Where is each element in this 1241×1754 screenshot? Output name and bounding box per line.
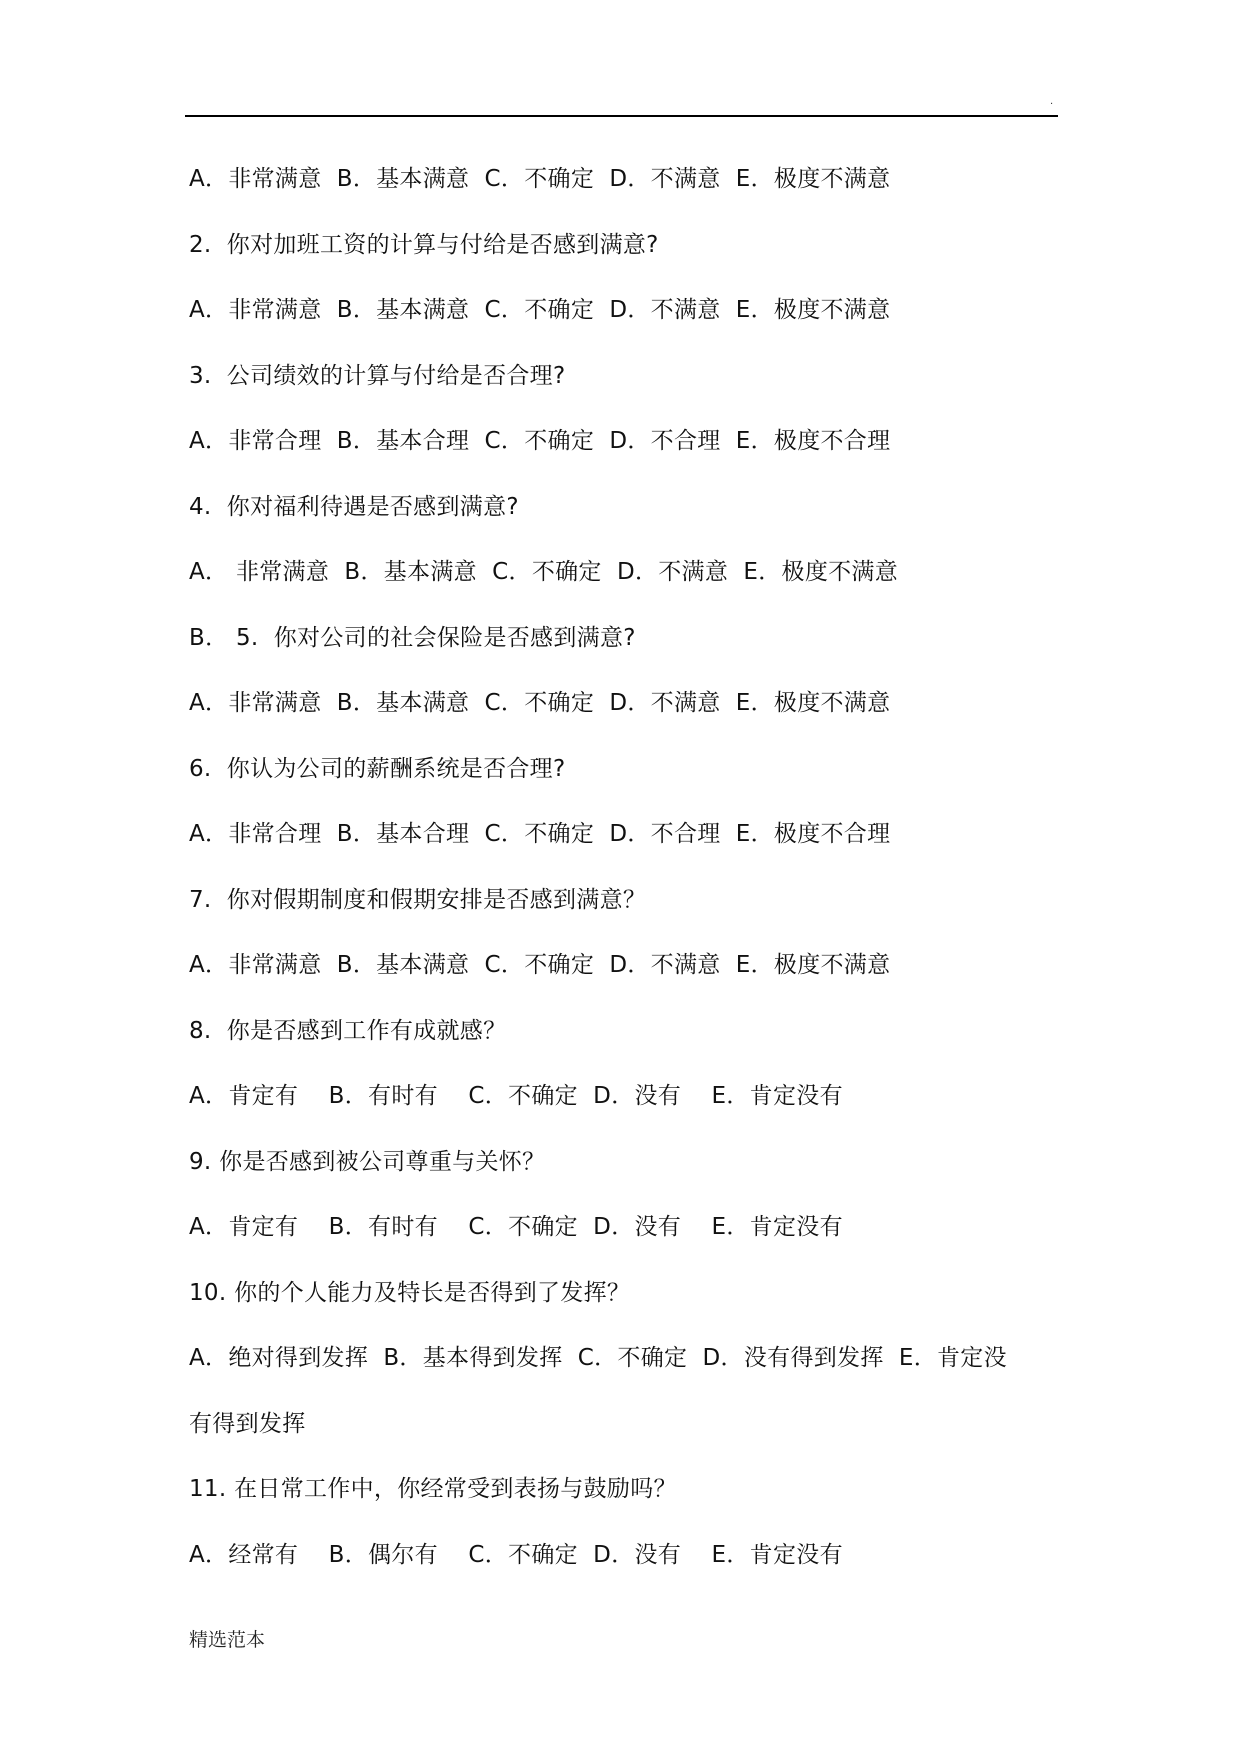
header-rule xyxy=(185,115,1058,117)
question-2: 2. 你对加班工资的计算与付给是否感到满意? xyxy=(189,232,659,258)
question-10: 10. 你的个人能力及特长是否得到了发挥？ xyxy=(189,1280,631,1306)
question-8: 8. 你是否感到工作有成就感？ xyxy=(189,1018,507,1044)
header-mark: . xyxy=(1050,96,1054,107)
question-11: 11. 在日常工作中，你经常受到表扬与鼓励吗？ xyxy=(189,1476,677,1502)
answer-options-q10: A．绝对得到发挥 B．基本得到发挥 C．不确定 D．没有得到发挥 E．肯定没 xyxy=(189,1345,1007,1371)
question-5: B． 5. 你对公司的社会保险是否感到满意? xyxy=(189,625,636,651)
footer-text: 精选范本 xyxy=(189,1629,266,1651)
answer-options-q4: A． 非常满意 B．基本满意 C．不确定 D．不满意 E．极度不满意 xyxy=(189,559,899,585)
answer-options-q11: A．经常有 B．偶尔有 C．不确定 D．没有 E．肯定没有 xyxy=(189,1542,843,1568)
answer-options-q10-continued: 有得到发挥 xyxy=(189,1411,306,1437)
answer-options-q8: A．肯定有 B．有时有 C．不确定 D．没有 E．肯定没有 xyxy=(189,1083,843,1109)
question-7: 7. 你对假期制度和假期安排是否感到满意？ xyxy=(189,887,647,913)
answer-options-q5: A．非常满意 B．基本满意 C．不确定 D．不满意 E．极度不满意 xyxy=(189,690,891,716)
answer-options-q2: A．非常满意 B．基本满意 C．不确定 D．不满意 E．极度不满意 xyxy=(189,297,891,323)
question-3: 3. 公司绩效的计算与付给是否合理? xyxy=(189,363,566,389)
answer-options-q7: A．非常满意 B．基本满意 C．不确定 D．不满意 E．极度不满意 xyxy=(189,952,891,978)
answer-options-q9: A．肯定有 B．有时有 C．不确定 D．没有 E．肯定没有 xyxy=(189,1214,843,1240)
answer-options-q6: A．非常合理 B．基本合理 C．不确定 D．不合理 E．极度不合理 xyxy=(189,821,891,847)
question-4: 4. 你对福利待遇是否感到满意? xyxy=(189,494,519,520)
answer-options-q3: A．非常合理 B．基本合理 C．不确定 D．不合理 E．极度不合理 xyxy=(189,428,891,454)
answer-options-q1: A．非常满意 B．基本满意 C．不确定 D．不满意 E．极度不满意 xyxy=(189,166,891,192)
question-9: 9. 你是否感到被公司尊重与关怀？ xyxy=(189,1149,546,1175)
question-6: 6. 你认为公司的薪酬系统是否合理? xyxy=(189,756,566,782)
